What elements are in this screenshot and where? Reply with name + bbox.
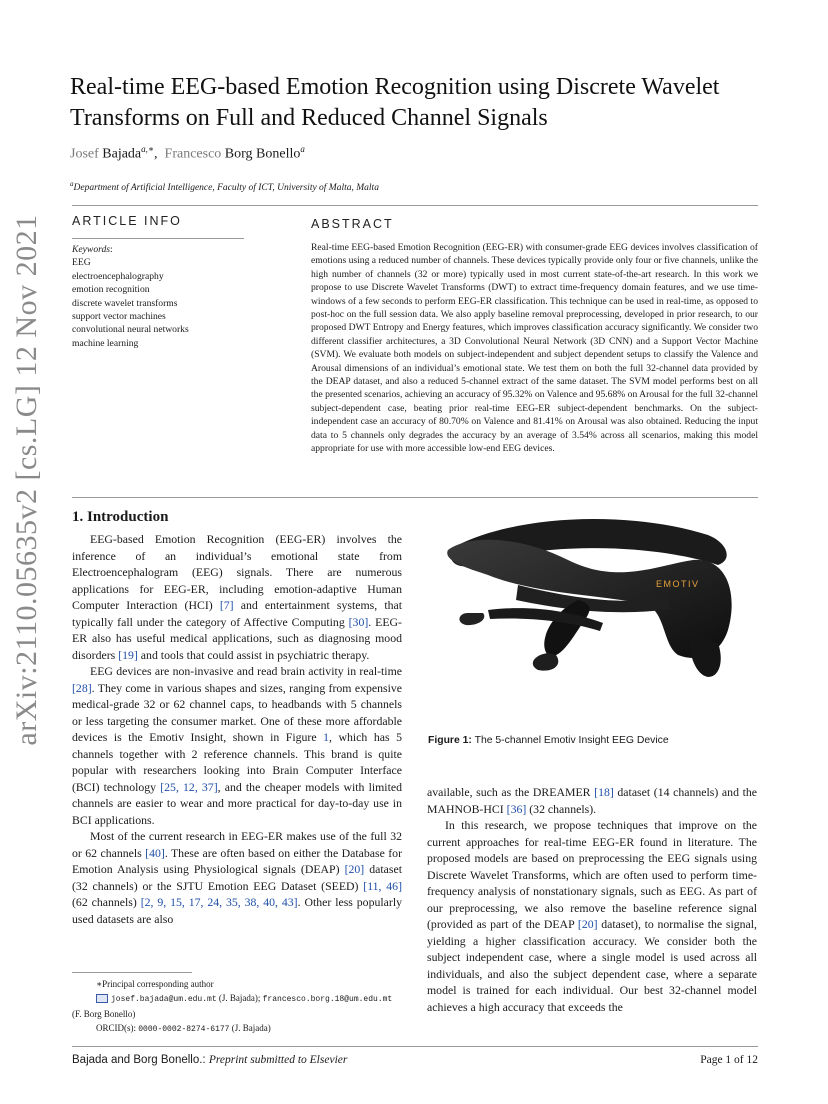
footnote-orcid [72, 1021, 402, 1037]
text-run: . Other less popularly used datasets are also [72, 895, 402, 926]
footnote [72, 977, 402, 1037]
keyword-item: electroencephalography [72, 270, 164, 282]
text-run: (J. Bajada); [216, 993, 263, 1003]
keywords-heading: Keywords [72, 244, 111, 255]
citation-link[interactable]: [18] [594, 785, 614, 799]
citation-link[interactable]: [28] [72, 680, 92, 695]
text-run: EEG-based Emotion Recognition (EEG-ER) involves the inference of an individual’s emotional state from Electroencephalogram (EEG) signals. There are numerous applications for EEG-ER, including emotion-adaptive Human Computer Interaction (HCI) [72, 532, 402, 612]
figure-caption [428, 735, 669, 746]
text-run: EEG devices are non-invasive and read brain activity in real-time [90, 664, 402, 678]
figure-emotiv-headset [428, 505, 758, 715]
footer-authors [72, 1054, 347, 1066]
citation-link[interactable]: [20] [577, 917, 598, 931]
affiliation-text: Department of Artificial Intelligence, Faculty of ICT, University of Malta, Malta [73, 183, 379, 194]
intro-paragraph-3 [72, 828, 402, 927]
intro-paragraph-1 [72, 531, 402, 663]
intro-paragraph-continued [427, 784, 757, 817]
right-column [427, 784, 757, 1015]
affiliation [70, 180, 379, 193]
citation-link[interactable]: [40] [145, 845, 165, 860]
headset-illustration [428, 505, 758, 715]
citation-link[interactable]: [20] [344, 862, 365, 876]
header-divider [72, 205, 758, 206]
citation-link[interactable]: [25, 12, 37] [160, 779, 218, 794]
author-1-first-name: Josef [70, 146, 99, 162]
author-2-last-name: Borg Bonello [224, 146, 301, 162]
text-run: (J. Bajada) [229, 1023, 271, 1033]
keyword-item: emotion recognition [72, 284, 150, 296]
text-run: . EEG-ER also has useful medical applications, such as diagnosing mood disorders [72, 614, 402, 662]
keyword-item: convolutional neural networks [72, 324, 189, 336]
orcid-link[interactable]: 0000-0002-8274-6177 [138, 1025, 230, 1034]
author-list: Josef Bajada$^{a,∗}$, Francesco Borg Bonello$^a$ [70, 144, 305, 162]
keyword-item: discrete wavelet transforms [72, 297, 178, 309]
text-run: . They come in various shapes and sizes, ranging from expensive medical-grade 32 or 62 channel caps, to headbands with 5 channels or less targeting the consumer market. One of these more affordable devices is the Emotiv Insight, shown in Figure [72, 680, 402, 744]
figure-reference-link[interactable]: 1 [323, 730, 330, 744]
text-run: Most of the current research in EEG-ER makes use of the full 32 or 62 channels [72, 829, 402, 860]
citation-link[interactable]: [36] [506, 801, 527, 816]
author-2-marker: a [300, 144, 305, 154]
text-run: available, such as the DREAMER [427, 785, 595, 799]
footnote-divider [72, 972, 192, 973]
text-run: dataset (32 channels) or the SJTU Emotion EEG Dataset (SEED) [72, 862, 402, 893]
citation-link[interactable]: [2, 9, 15, 17, 24, 35, 38, 40, 43] [140, 895, 298, 909]
footnote-name: (F. Borg Bonello) [72, 1009, 136, 1019]
left-column [72, 531, 402, 927]
intro-paragraph-2 [72, 663, 402, 828]
emotiv-brand-label: EMOTIV [656, 579, 700, 589]
citation-link[interactable]: [19] [118, 647, 138, 662]
intro-paragraph-4 [427, 817, 757, 1015]
keywords-block: Keywords: EEG electroencephalography emotion recognition discrete wavelet transforms support vector machines convolutional neural networks machine learning [72, 243, 247, 350]
author-1-last-name: Bajada [102, 146, 142, 162]
citation-link[interactable]: [11, 46] [363, 878, 402, 893]
abstract-heading: ABSTRACT [311, 217, 394, 231]
page-footer [72, 1054, 758, 1066]
text-run: Bajada and Borg Bonello.: [72, 1054, 209, 1066]
footer-venue: Preprint submitted to Elsevier [208, 1054, 348, 1066]
article-info-heading: ARTICLE INFO [72, 214, 182, 228]
keyword-item: machine learning [72, 337, 139, 349]
email-link[interactable]: josef.bajada@um.edu.mt [111, 995, 217, 1004]
author-1-marker: a,∗ [141, 144, 155, 154]
footer-divider [72, 1046, 758, 1047]
arxiv-identifier: arXiv:2110.05635v2 [cs.LG] 12 Nov 2021 [10, 214, 43, 746]
text-run: dataset), to normalise the signal, yielding a higher classification accuracy. We consider both the subject independent case, where a single model is used across all individuals, and also the subject dependent case, where a separate model is trained for each individual. Our best 32-channel model achieves a high accuracy that exceeds the [427, 917, 757, 1014]
section-heading-introduction: 1. Introduction [72, 509, 169, 525]
author-2-first-name: Francesco [164, 146, 222, 162]
text-run: and entertainment systems, that typically fall under the category of Affective Computing [72, 598, 403, 629]
text-run: (32 channels). [526, 801, 597, 816]
text-run: , which has 5 channels together with 2 reference channels. This brand is quite popular with researchers looking into Brain Computer Interface (BCI) technology [72, 730, 402, 794]
citation-link[interactable]: [7] [219, 598, 234, 612]
text-run: ORCID(s): [96, 1023, 139, 1033]
text-run: dataset (14 channels) and the MAHNOB-HCI [427, 785, 757, 816]
text-run: In this research, we propose techniques that improve on the current approaches for real-time EEG-ER found in literature. The proposed models are based on preprocessing the EEG signals using Discrete Wavelet Transforms, which are often used to perform time-frequency analysis of nonstationary signals, such as EEG. As part of our preprocessing, we also remove the baseline reference signal (provided as part of the DEAP [427, 818, 757, 931]
paper-title: Real-time EEG-based Emotion Recognition using Discrete Wavelet Transforms on Full and Reduced Channel Signals [70, 74, 720, 131]
footnote-corresponding: ∗Principal corresponding author [96, 979, 214, 989]
footnote-emails [72, 991, 402, 1007]
figure-caption-text: The 5-channel Emotiv Insight EEG Device [474, 735, 669, 746]
text-run: . These are often based on either the Database for Emotion Analysis using Physiological signals (DEAP) [72, 845, 403, 876]
citation-link[interactable]: [30] [348, 614, 369, 629]
affiliation-marker: a [70, 180, 74, 188]
envelope-icon [96, 994, 108, 1003]
figure-caption-label: Figure 1: [428, 735, 472, 746]
abstract-text: Real-time EEG-based Emotion Recognition (EEG-ER) with consumer-grade EEG devices involves classification of emotions using a reduced number of channels. These devices typically provide only four or five channels, unlike the high number of channels (32 or more) typically used in most current state-of-the-art research. In this work we propose to use Discrete Wavelet Transforms (DWT) to extract time-frequency domain features, and we use time-windows of a few seconds to perform EEG-ER classification. This technique can be used in real-time, as opposed to post-hoc on the full session data. We also apply baseline removal preprocessing, developed in prior research, to our proposed DWT Entropy and Energy features, which improves classification accuracy significantly. We consider two different classifier architectures, a 3D Convolutional Neural Network (3D CNN) and a Support Vector Machine (SVM). We evaluate both models on subject-independent and subject dependent setups to classify the Valence and Arousal dimensions of an individual’s emotional state. We test them on both the full 32-channel data provided by the DEAP dataset, and also a reduced 5-channel extract of the same dataset. The SVM model performs best on all the presented scenarios, achieving an accuracy of 95.32% on Valence and 95.68% on Arousal for the full 32-channel subject-dependent case, beating prior real-time EEG-ER subject-dependent benchmarks. On the subject-independent case an accuracy of 80.70% on Valence and 81.41% on Arousal was also obtained. Reducing the input data to 5 channels only degrades the accuracy by an average of 3.54% across all scenarios, making this model appropriate for use with more accessible low-end EEG devices. [311, 242, 758, 455]
abstract-divider [72, 497, 758, 498]
email-link[interactable]: francesco.borg.18@um.edu.mt [262, 995, 393, 1004]
page-number: Page 1 of 12 [700, 1054, 758, 1066]
text-run: (62 channels) [72, 895, 141, 909]
article-info-divider [72, 238, 244, 239]
keyword-item: support vector machines [72, 311, 166, 323]
text-run: , and the cheaper models with limited channels are easier to wear and more practical for day-to-day use in BCI applications. [72, 779, 402, 827]
text-run: and tools that could assist in psychiatric therapy. [137, 647, 370, 662]
keyword-item: EEG [72, 257, 91, 269]
